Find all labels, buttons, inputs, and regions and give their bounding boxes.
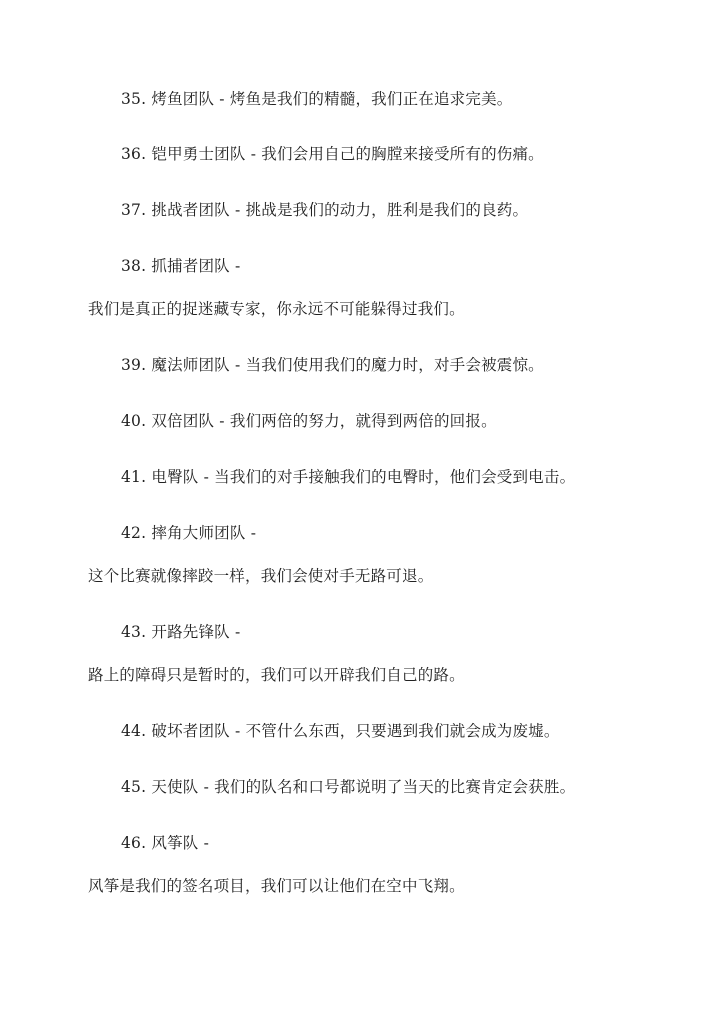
entry-41: 41. 电臀队 - 当我们的对手接触我们的电臀时，他们会受到电击。 — [121, 468, 576, 486]
entry-44: 44. 破坏者团队 - 不管什么东西，只要遇到我们就会成为废墟。 — [121, 722, 560, 740]
entry-46-continuation: 风筝是我们的签名项目，我们可以让他们在空中飞翔。 — [88, 877, 465, 895]
entry-46: 46. 风筝队 - — [121, 834, 210, 852]
entry-45: 45. 天使队 - 我们的队名和口号都说明了当天的比赛肯定会获胜。 — [121, 778, 576, 796]
entry-42-continuation: 这个比赛就像摔跤一样，我们会使对手无路可退。 — [88, 567, 434, 585]
entry-36: 36. 铠甲勇士团队 - 我们会用自己的胸膛来接受所有的伤痛。 — [121, 145, 544, 163]
entry-39: 39. 魔法师团队 - 当我们使用我们的魔力时，对手会被震惊。 — [121, 356, 544, 374]
entry-38-continuation: 我们是真正的捉迷藏专家，你永远不可能躲得过我们。 — [88, 300, 465, 318]
entry-35: 35. 烤鱼团队 - 烤鱼是我们的精髓，我们正在追求完美。 — [121, 90, 513, 108]
entry-37: 37. 挑战者团队 - 挑战是我们的动力，胜利是我们的良药。 — [121, 201, 529, 219]
entry-38: 38. 抓捕者团队 - — [121, 257, 241, 275]
entry-43: 43. 开路先锋队 - — [121, 623, 241, 641]
entry-43-continuation: 路上的障碍只是暂时的，我们可以开辟我们自己的路。 — [88, 666, 465, 684]
entry-40: 40. 双倍团队 - 我们两倍的努力，就得到两倍的回报。 — [121, 412, 497, 430]
entry-42: 42. 摔角大师团队 - — [121, 524, 257, 542]
